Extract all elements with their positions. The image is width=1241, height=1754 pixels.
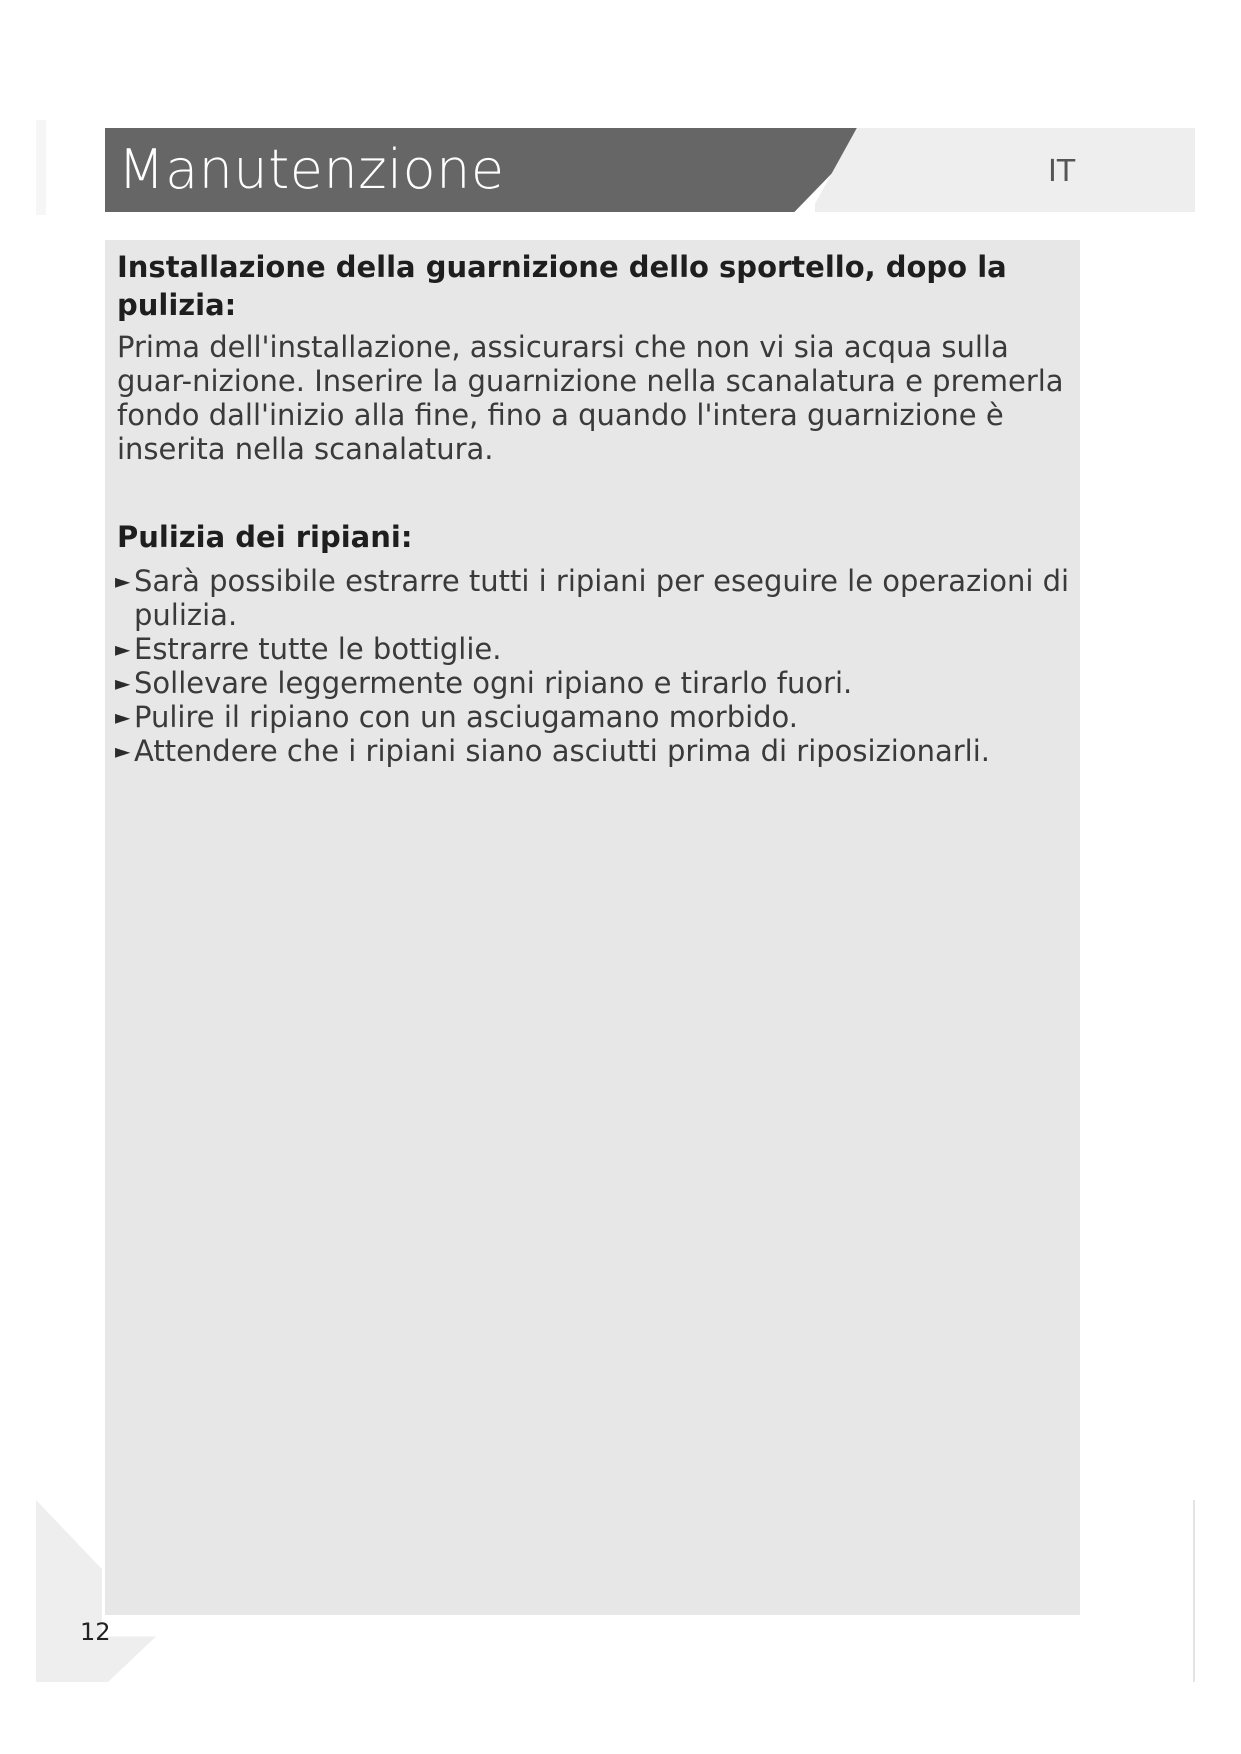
list-item <box>117 632 1077 666</box>
play-arrow-icon: ► <box>115 637 131 661</box>
play-arrow-icon: ► <box>115 569 131 593</box>
list-item-text: Attendere che i ripiani siano asciutti prima di riposizionarli. <box>134 734 991 768</box>
right-decor-strip <box>1193 1500 1195 1682</box>
list-item-text: Sarà possibile estrarre tutti i ripiani per eseguire le operazioni di pulizia. <box>134 564 1070 632</box>
play-arrow-icon: ► <box>115 671 131 695</box>
list-item <box>117 666 1077 700</box>
header-language-tab <box>815 128 1195 212</box>
language-label: IT <box>1048 154 1076 189</box>
shelves-heading: Pulizia dei ripiani: <box>117 520 413 554</box>
list-item <box>117 734 1077 768</box>
list-item <box>117 564 1077 632</box>
list-item-text: Pulire il ripiano con un asciugamano morbido. <box>134 700 799 734</box>
shelves-list <box>117 564 1077 768</box>
list-item <box>117 700 1077 734</box>
play-arrow-icon: ► <box>115 739 131 763</box>
list-item-text: Estrarre tutte le bottiglie. <box>134 632 502 666</box>
page-title: Manutenzione <box>118 138 505 201</box>
gasket-heading: Installazione della guarnizione dello sportello, dopo la pulizia: <box>117 250 1007 322</box>
play-arrow-icon: ► <box>115 705 131 729</box>
gasket-paragraph: Prima dell'installazione, assicurarsi che non vi sia acqua sulla guar-nizione. Inserire la guarnizione nella scanalatura e premerla fondo dall'inizio alla fine, fino a quando l'intera guarnizione è inserita nella scanalatura. <box>117 330 1064 466</box>
left-decor-strip <box>36 120 46 215</box>
page-number: 12 <box>80 1618 111 1646</box>
content-body <box>117 248 1077 768</box>
list-item-text: Sollevare leggermente ogni ripiano e tirarlo fuori. <box>134 666 853 700</box>
